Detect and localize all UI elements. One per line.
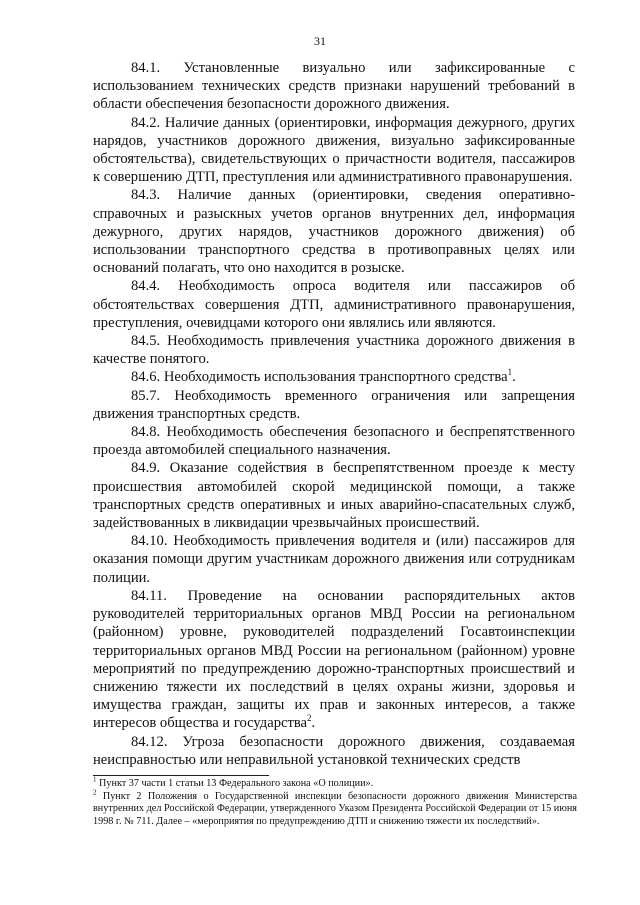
footnotes	[93, 775, 577, 828]
paragraph-84-5: 84.5. Необходимость привлечения участника дорожного движения в качестве понятого.	[93, 333, 575, 368]
paragraph-85-7: 85.7. Необходимость временного ограничения или запрещения движения транспортных средств.	[93, 387, 575, 422]
paragraph-84-3: 84.3. Наличие данных (ориентировки, сведения оперативно-справочных и разыскных учетов органов внутренних дел, информация дежурного, других нарядов, участников дорожного движения) об использовании транспортного средства в противоправных целях или оснований полагать, что оно находится в розыске.	[93, 187, 575, 277]
footnote-mark-2: 2	[93, 788, 97, 797]
footnote-ref-1: 1	[507, 367, 513, 378]
paragraph-84-11: 84.11. Проведение на основании распорядительных актов руководителей территориальных органов МВД России на региональном (районном) уровне, руководителей подразделений Госавтоинспекции территориальных органов МВД России на региональном (районном) уровне мероприятий по предупреждению дорожно-транспортных происшествий и снижению тяжести их последствий в целях охраны жизни, здоровья и имущества граждан, защиты их прав и законных интересов, а также интересов общества и государства$^2$.	[93, 587, 575, 732]
paragraph-84-2: 84.2. Наличие данных (ориентировки, информация дежурного, других нарядов, участников дорожного движения, визуально зафиксированные обстоятельства), свидетельствующих о причастности водителя, пассажиров к совершению ДТП, преступления или административного правонарушения.	[93, 114, 575, 186]
paragraph-84-1: 84.1. Установленные визуально или зафиксированные с использованием технических средств признаки нарушений требований в области обеспечения безопасности дорожного движения.	[93, 60, 575, 113]
paragraph-84-6: 84.6. Необходимость использования транспортного средства$^1$.	[131, 367, 516, 386]
body-text	[93, 59, 575, 769]
paragraph-84-9: 84.9. Оказание содействия в беспрепятственном проезде к месту происшествия автомобилей скорой медицинской помощи, а также транспортных средств оперативных и иных аварийно-спасательных служб, задействованных в ликвидации чрезвычайных происшествий.	[93, 460, 575, 532]
footnote-separator	[93, 775, 269, 776]
footnote-ref-2: 2	[307, 713, 312, 724]
paragraph-84-4: 84.4. Необходимость опроса водителя или пассажиров об обстоятельствах совершения ДТП, административного правонарушения, преступления, очевидцами которого они являлись или являются.	[93, 278, 575, 331]
paragraph-84-10: 84.10. Необходимость привлечения водителя и (или) пассажиров для оказания помощи другим участникам дорожного движения или сотрудникам полиции.	[93, 533, 575, 586]
footnote-mark-1: 1	[93, 775, 97, 784]
paragraph-84-12: 84.12. Угроза безопасности дорожного движения, создаваемая неисправностью или неправильной установкой технических средств	[93, 733, 575, 768]
page-number: 31	[314, 34, 326, 48]
footnote-2: $^2$ Пункт 2 Положения о Государственной инспекции безопасности дорожного движения Министерства внутренних дел Российской Федерации, утвержденного Указом Президента Российской Федерации от 15 июня 1998 г. № 711. Далее – «мероприятия по предупреждению ДТП и снижению тяжести их последствий».	[93, 788, 577, 827]
footnote-1: $^1$ Пункт 37 части 1 статьи 13 Федерального закона «О полиции».	[93, 775, 374, 789]
paragraph-84-8: 84.8. Необходимость обеспечения безопасного и беспрепятственного проезда автомобилей специального назначения.	[93, 424, 575, 459]
